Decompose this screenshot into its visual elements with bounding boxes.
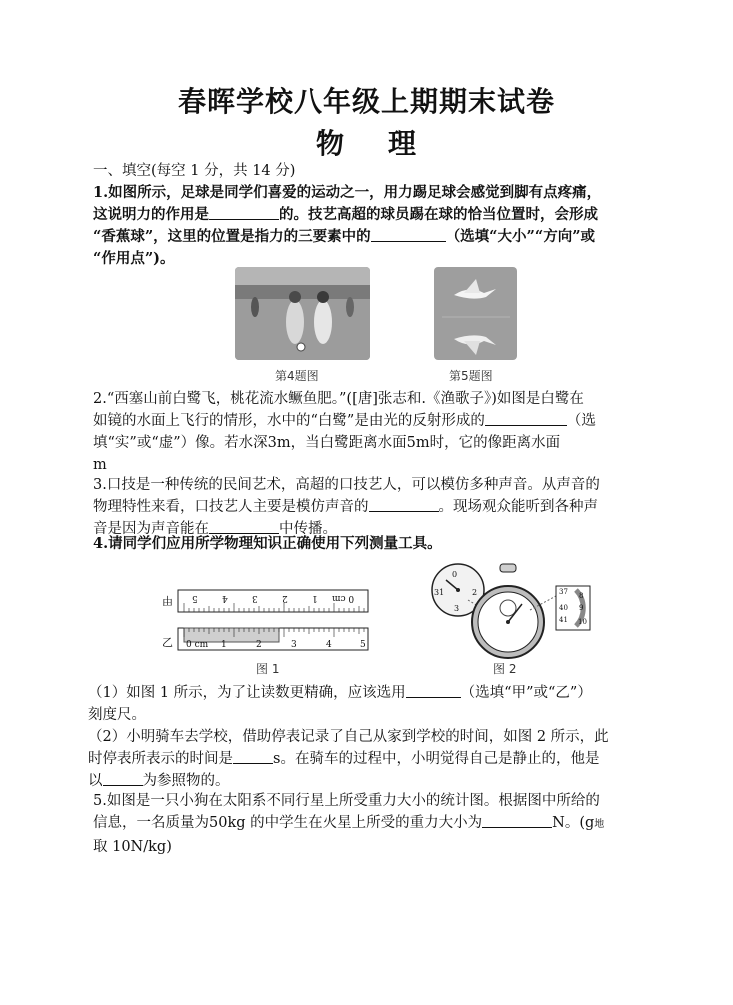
answer-blank[interactable] (371, 227, 446, 242)
stopwatch-zoom-label: 41 (559, 616, 568, 624)
ruler-jia-tick-label: 1 (312, 593, 318, 603)
question-3 (93, 474, 665, 540)
answer-blank[interactable] (485, 411, 567, 426)
figure-4-caption: 第4题图 (275, 369, 319, 383)
q4-part-2-line-3: 以 为参照物的。 (88, 773, 230, 789)
q3-line-2: 物理特性来看，口技艺人主要是模仿声音的 。现场观众能听到各种声 (93, 499, 598, 515)
question-1 (93, 182, 665, 270)
ruler-yi-label: 乙 (162, 636, 173, 649)
q2-line-2: 如镜的水面上飞行的情形，水中的“白鹭”是由光的反射形成的 （选 (93, 413, 596, 429)
q4-part-2-line-2: 时停表所表示的时间是 s。在骑车的过程中，小明觉得自己是静止的，他是 (88, 751, 600, 767)
answer-blank[interactable] (233, 749, 273, 764)
stopwatch-small-dial-label: 2 (472, 588, 478, 597)
q2-line-1: 2.“西塞山前白鹭飞，桃花流水鳜鱼肥。”([唐]张志和.《渔歌子》)如图是白鹭在 (93, 391, 584, 407)
ruler-yi-tick-label: 5 (360, 640, 366, 650)
stopwatch-zoom-label: 10 (578, 618, 587, 626)
answer-blank[interactable] (209, 205, 279, 220)
figure-2-caption: 图 2 (493, 662, 517, 676)
q2-line-4: m (93, 457, 107, 473)
exam-title: 春晖学校八年级上期期末试卷 (177, 85, 555, 118)
q1-line-4: “作用点”)。 (93, 250, 175, 267)
ruler-figure (160, 584, 375, 658)
stopwatch-zoom-label: 37 (559, 588, 568, 596)
soccer-photo (235, 267, 370, 360)
ruler-yi-tick-label: 4 (326, 640, 332, 650)
answer-blank[interactable] (369, 497, 439, 512)
ruler-yi-tick-label: 1 (221, 640, 227, 650)
subject-title: 物 理 (316, 127, 417, 160)
question-4-parts (88, 682, 660, 792)
stopwatch-figure (428, 560, 598, 660)
q3-line-1: 3.口技是一种传统的民间艺术，高超的口技艺人，可以模仿多种声音。从声音的 (93, 477, 600, 493)
q1-line-3: “香蕉球”，这里的位置是指力的三要素中的 （选填“大小”“方向”或 (93, 228, 596, 245)
section-heading: 一、填空(每空 1 分，共 14 分) (93, 163, 296, 179)
ruler-jia-tick-label: 0 cm (332, 593, 355, 603)
q5-line-1: 5.如图是一只小狗在太阳系不同行星上所受重力大小的统计图。根据图中所给的 (93, 793, 600, 809)
question-2 (93, 388, 665, 476)
figure-5-caption: 第5题图 (449, 369, 493, 383)
ruler-yi-tick-label: 0 cm (186, 640, 209, 650)
ruler-jia-tick-label: 4 (222, 593, 228, 603)
stopwatch-zoom-label: 8 (579, 592, 584, 600)
ruler-jia-tick-label: 3 (252, 593, 258, 603)
stopwatch-small-dial-label: 31 (434, 588, 445, 597)
q4-part-1-line-2: 刻度尺。 (88, 707, 146, 723)
q4-part-2-line-1: （2）小明骑车去学校，借助停表记录了自己从家到学校的时间，如图 2 所示，此 (88, 729, 609, 745)
question-4-intro: 4.请同学们应用所学物理知识正确使用下列测量工具。 (93, 535, 442, 552)
q5-line-2: 信息，一名质量为50kg 的中学生在火星上所受的重力大小为 N。(g地 (93, 815, 605, 831)
egret-photo (434, 267, 517, 360)
stopwatch-zoom-label: 9 (579, 604, 584, 612)
stopwatch-small-dial-label: 0 (452, 570, 458, 579)
question-5 (93, 790, 665, 858)
q5-line-3: 取 10N/kg) (93, 839, 172, 855)
answer-blank[interactable] (482, 813, 552, 828)
ruler-yi-tick-label: 2 (256, 640, 262, 650)
answer-blank[interactable] (103, 771, 143, 786)
ruler-jia-tick-label: 2 (282, 593, 288, 603)
answer-blank[interactable] (406, 683, 461, 698)
answer-blank[interactable] (209, 519, 279, 534)
figure-1-caption: 图 1 (256, 662, 280, 676)
ruler-yi-tick-label: 3 (291, 640, 297, 650)
stopwatch-small-dial-label: 3 (454, 604, 460, 613)
q3-line-3: 音是因为声音能在 中传播。 (93, 521, 337, 537)
q4-part-1-line-1: （1）如图 1 所示，为了让读数更精确，应该选用 （选填“甲”或“乙”） (88, 685, 592, 701)
q2-line-3: 填“实”或“虚”）像。若水深3m，当白鹭距离水面5m时，它的像距离水面 (93, 435, 561, 451)
ruler-jia-label: 甲 (162, 594, 173, 607)
q1-line-2: 这说明力的作用是 的。技艺高超的球员踢在球的恰当位置时，会形成 (93, 206, 598, 223)
ruler-jia-tick-label: 5 (192, 593, 198, 603)
stopwatch-zoom-label: 40 (559, 604, 568, 612)
q1-line-1: 1.如图所示，足球是同学们喜爱的运动之一，用力踢足球会感觉到脚有点疼痛， (93, 184, 602, 201)
